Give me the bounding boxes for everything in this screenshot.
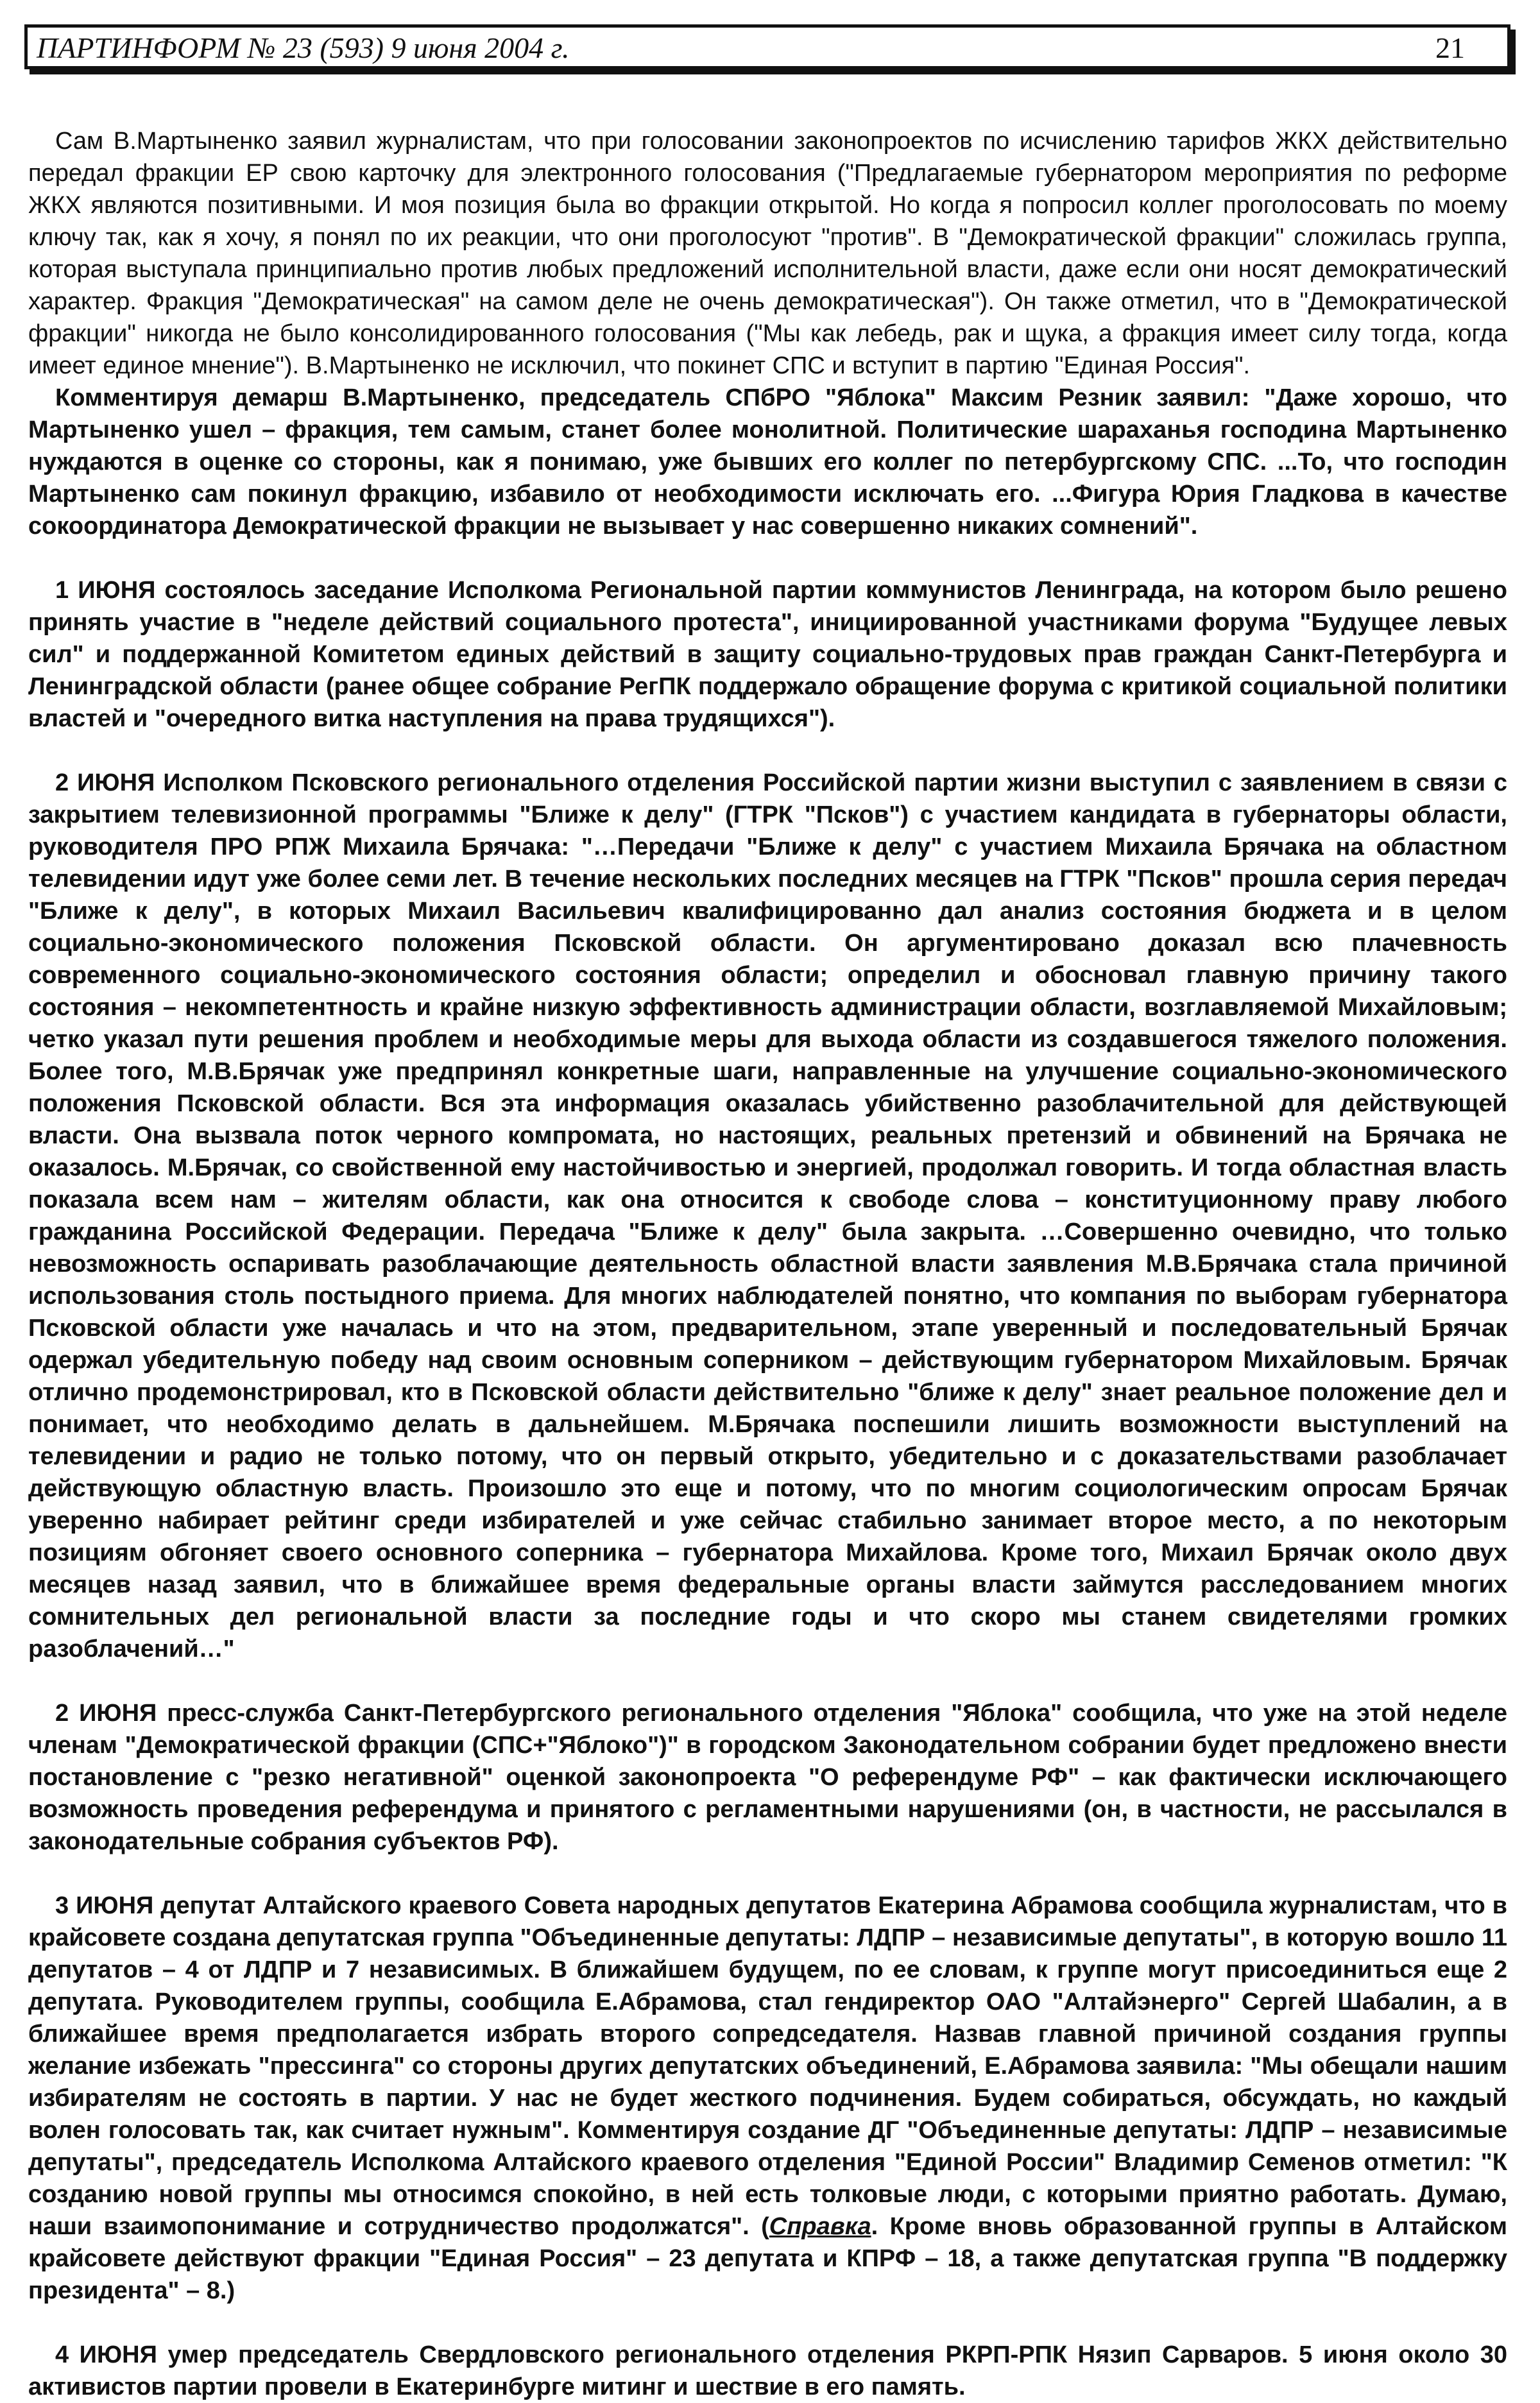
publication-title: ПАРТИНФОРМ № 23 (593) 9 июня 2004 г. [37, 31, 570, 64]
page-header [24, 24, 1510, 69]
reference-note: Справка [769, 2213, 871, 2240]
paragraph-martynenko-statement: Сам В.Мартыненко заявил журналистам, что при голосовании законопроектов по исчислению тарифов ЖКХ действительно передал фракции ЕР свою карточку для электронного голосования ("Предлагаемые губернатором мероприятия по реформе ЖКХ являются позитивными. И моя позиция была во фракции открытой. Но когда я попросил коллег проголосовать по моему ключу так, как я хочу, я понял по их реакции, что они проголосуют "против". В "Демократической фракции" сложилась группа, которая выступала принципиально против любых предложений исполнительной власти, даже если они носят демократический характер. Фракция "Демократическая" на самом деле не очень демократическая"). Он также отметил, что в "Демократической фракции" никогда не было консолидированного голосования ("Мы как лебедь, рак и щука, а фракция имеет силу тогда, когда имеет единое мнение"). В.Мартыненко не исключил, что покинет СПС и вступит в партию "Единая Россия". [28, 128, 1507, 379]
paragraph-june3-text-b: . Кроме вновь образованной группы в Алтайском крайсовете действуют фракции "Единая Россия" – 23 депутата и КПРФ – 18, а также депутатская группа "В поддержку президента" – 8.) [28, 2213, 1507, 2304]
spacer [28, 2307, 1507, 2339]
paragraph-june3-altai [28, 1890, 1507, 2307]
paragraph-june1-rpk: 1 ИЮНЯ состоялось заседание Исполкома Региональной партии коммунистов Ленинграда, на котором было решено принять участие в "неделе действий социального протеста", инициированной участниками форума "Будущее левых сил" и поддержанной Комитетом единых действий в защиту социально-трудовых прав граждан Санкт-Петербурга и Ленинградской области (ранее общее собрание РегПК поддержало обращение форума с критикой социальной политики властей и "очередного витка наступления на права трудящихся"). [28, 577, 1507, 732]
spacer [28, 542, 1507, 574]
page-number: 21 [1435, 31, 1465, 64]
paragraph-june3-text-a: 3 ИЮНЯ депутат Алтайского краевого Совета народных депутатов Екатерина Абрамова сообщила журналистам, что в крайсовете создана депутатская группа "Объединенные депутаты: ЛДПР – независимые депутаты", в которую вошло 11 депутатов – 4 от ЛДПР и 7 независимых. В ближайшем будущем, по ее словам, к группе могут присоединиться еще 2 депутата. Руководителем группы, сообщила Е.Абрамова, стал гендиректор ОАО "Алтайэнерго" Сергей Шабалин, а в ближайшее время предполагается избрать второго сопредседателя. Назвав главной причиной создания группы желание избежать "прессинга" со стороны других депутатских объединений, Е.Абрамова заявила: "Мы обещали нашим избирателям не состоять в партии. У нас не будет жесткого подчинения. Будем собираться, обсуждать, но каждый волен голосовать так, как считает нужным". Комментируя создание ДГ "Объединенные депутаты: ЛДПР – независимые депутаты", председатель Исполкома Алтайского краевого отделения "Единой России" Владимир Семенов отметил: "К созданию новой группы мы относимся спокойно, в ней есть толковые люди, с которыми приятно работать. Думаю, наши взаимопонимание и сотрудничество продолжатся". ( [28, 1892, 1507, 2240]
paragraph-june2-rpzh: 2 ИЮНЯ Исполком Псковского регионального отделения Российской партии жизни выступил с заявлением в связи с закрытием телевизионной программы "Ближе к делу" (ГТРК "Псков") с участием кандидата в губернаторы области, руководителя ПРО РПЖ Михаила Брячака: "…Передачи "Ближе к делу" с участием Михаила Брячака на областном телевидении идут уже более семи лет. В течение нескольких последних месяцев на ГТРК "Псков" прошла серия передач "Ближе к делу", в которых Михаил Васильевич квалифицированно дал анализ состояния бюджета и в целом социально-экономического положения Псковской области. Он аргументировано доказал всю плачевность современного социально-экономического состояния области; определил и обосновал главную причину такого состояния – некомпетентность и крайне низкую эффективность администрации области, возглавляемой Михайловым; четко указал пути решения проблем и необходимые меры для выхода области из создавшегося тяжелого положения. Более того, М.В.Брячак уже предпринял конкретные шаги, направленные на улучшение социально-экономического положения Псковской области. Вся эта информация оказалась убийственно разоблачительной для действующей власти. Она вызвала поток черного компромата, но настоящих, реальных претензий и обвинений на Брячака не оказалось. М.Брячак, со свойственной ему настойчивостью и энергией, продолжал говорить. И тогда областная власть показала всем нам – жителям области, как она относится к свободе слова – конституционному праву любого гражданина Российской Федерации. Передача "Ближе к делу" была закрыта. …Совершенно очевидно, что только невозможность оспаривать разоблачающие деятельность областной власти заявления М.В.Брячака стала причиной использования столь постыдного приема. Для многих наблюдателей понятно, что компания по выборам губернатора Псковской области уже началась и что на этом, предварительном, этапе уверенный и последовательный Брячак одержал убедительную победу над своим основным соперником – действующим губернатором Михайловым. Брячак отлично продемонстрировал, кто в Псковской области действительно "ближе к делу" знает реальное положение дел и понимает, что необходимо делать в дальнейшем. М.Брячака поспешили лишить возможности выступлений на телевидении и радио не только потому, что он первый открыто, убедительно и с доказательствами разоблачает действующую областную власть. Произошло это еще и потому, что по многим социологическим опросам Брячак уверенно набирает рейтинг среди избирателей и уже сейчас стабильно занимает второе место, а по некоторым позициям обгоняет своего основного соперника – губернатора Михайлова. Кроме того, Михаил Брячак около двух месяцев назад заявил, что в ближайшее время федеральные органы власти займутся расследованием многих сомнительных дел региональной власти за последние годы и что скоро мы станем свидетелями громких разоблачений…" [28, 769, 1507, 1663]
paragraph-reznik-comment: Комментируя демарш В.Мартыненко, председатель СПбРО "Яблока" Максим Резник заявил: "Даже хорошо, что Мартыненко ушел – фракция, тем самым, станет более монолитной. Политические шараханья господина Мартыненко нуждаются в оценке со стороны, как я понимаю, уже бывших его коллег по петербургскому СПС. ...То, что господин Мартыненко сам покинул фракцию, избавило от необходимости исключать его. ...Фигура Юрия Гладкова в качестве сокоординатора Демократической фракции не вызывает у нас совершенно никаких сомнений". [28, 384, 1507, 540]
spacer [28, 1665, 1507, 1697]
spacer [28, 735, 1507, 767]
paragraph-june2-yabloko: 2 ИЮНЯ пресс-служба Санкт-Петербургского регионального отделения "Яблока" сообщила, что уже на этой неделе членам "Демократической фракции (СПС+"Яблоко")" в городском Законодательном собрании будет предложено внести постановление с "резко негативной" оценкой законопроекта "О референдуме РФ" – как фактически исключающего возможность проведения референдума и принятого с регламентными нарушениями (он, в частности, не рассылался в законодательные собрания субъектов РФ). [28, 1700, 1507, 1855]
spacer [28, 1858, 1507, 1890]
article-body [28, 125, 1507, 2403]
paragraph-june4-rkrp: 4 ИЮНЯ умер председатель Свердловского регионального отделения РКРП-РПК Нязип Сарваров. 5 июня около 30 активистов партии провели в Екатеринбурге митинг и шествие в его память. [28, 2341, 1507, 2400]
